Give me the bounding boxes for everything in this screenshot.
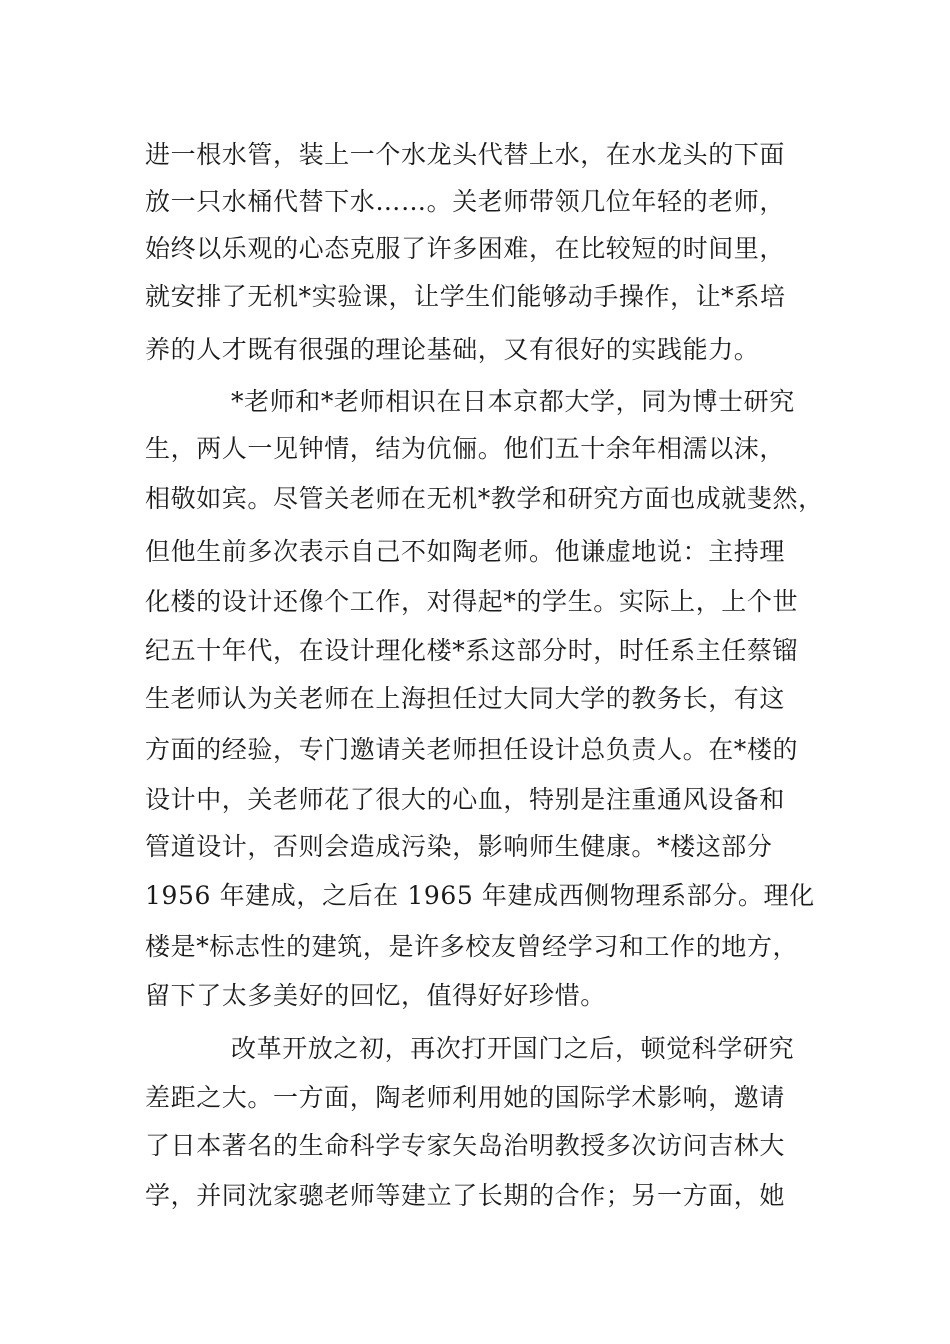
text-line: 了日本著名的生命科学专家矢岛治明教授多次访问吉林大: [145, 1131, 786, 1160]
text-line: 但他生前多次表示自己不如陶老师。他谦虚地说：主持理: [145, 537, 786, 566]
text-line: 化楼的设计还像个工作，对得起*的学生。实际上，上个世: [145, 587, 799, 616]
text-line: 始终以乐观的心态克服了许多困难，在比较短的时间里，: [145, 234, 786, 263]
text-line: 1956 年建成，之后在 1965 年建成西侧物理系部分。理化: [145, 881, 815, 910]
text-line: 方面的经验，专门邀请关老师担任设计总负责人。在*楼的: [145, 735, 799, 764]
paragraph-start-line: *老师和*老师相识在日本京都大学，同为博士研究: [231, 387, 795, 416]
paragraph-start-line: 改革开放之初，再次打开国门之后，顿觉科学研究: [231, 1034, 795, 1063]
text-line: 养的人才既有很强的理论基础，又有很好的实践能力。: [145, 335, 760, 364]
text-line: 设计中，关老师花了很大的心血，特别是注重通风设备和: [145, 785, 786, 814]
text-line: 相敬如宾。尽管关老师在无机*教学和研究方面也成就斐然，: [145, 484, 824, 513]
text-line: 留下了太多美好的回忆，值得好好珍惜。: [145, 981, 606, 1010]
text-line: 管道设计，否则会造成污染，影响师生健康。*楼这部分: [145, 832, 773, 861]
text-line: 楼是*标志性的建筑，是许多校友曾经学习和工作的地方，: [145, 932, 799, 961]
text-line: 进一根水管，装上一个水龙头代替上水，在水龙头的下面: [145, 140, 786, 169]
text-line: 就安排了无机*实验课，让学生们能够动手操作，让*系培: [145, 282, 786, 311]
text-line: 生，两人一见钟情，结为伉俪。他们五十余年相濡以沫，: [145, 434, 786, 463]
text-line: 差距之大。一方面，陶老师利用她的国际学术影响，邀请: [145, 1083, 786, 1112]
text-line: 纪五十年代，在设计理化楼*系这部分时，时任系主任蔡镏: [145, 636, 799, 665]
text-line: 生老师认为关老师在上海担任过大同大学的教务长，有这: [145, 684, 786, 713]
text-line: 学，并同沈家骢老师等建立了长期的合作；另一方面，她: [145, 1181, 786, 1210]
text-line: 放一只水桶代替下水……。关老师带领几位年轻的老师，: [145, 187, 786, 216]
